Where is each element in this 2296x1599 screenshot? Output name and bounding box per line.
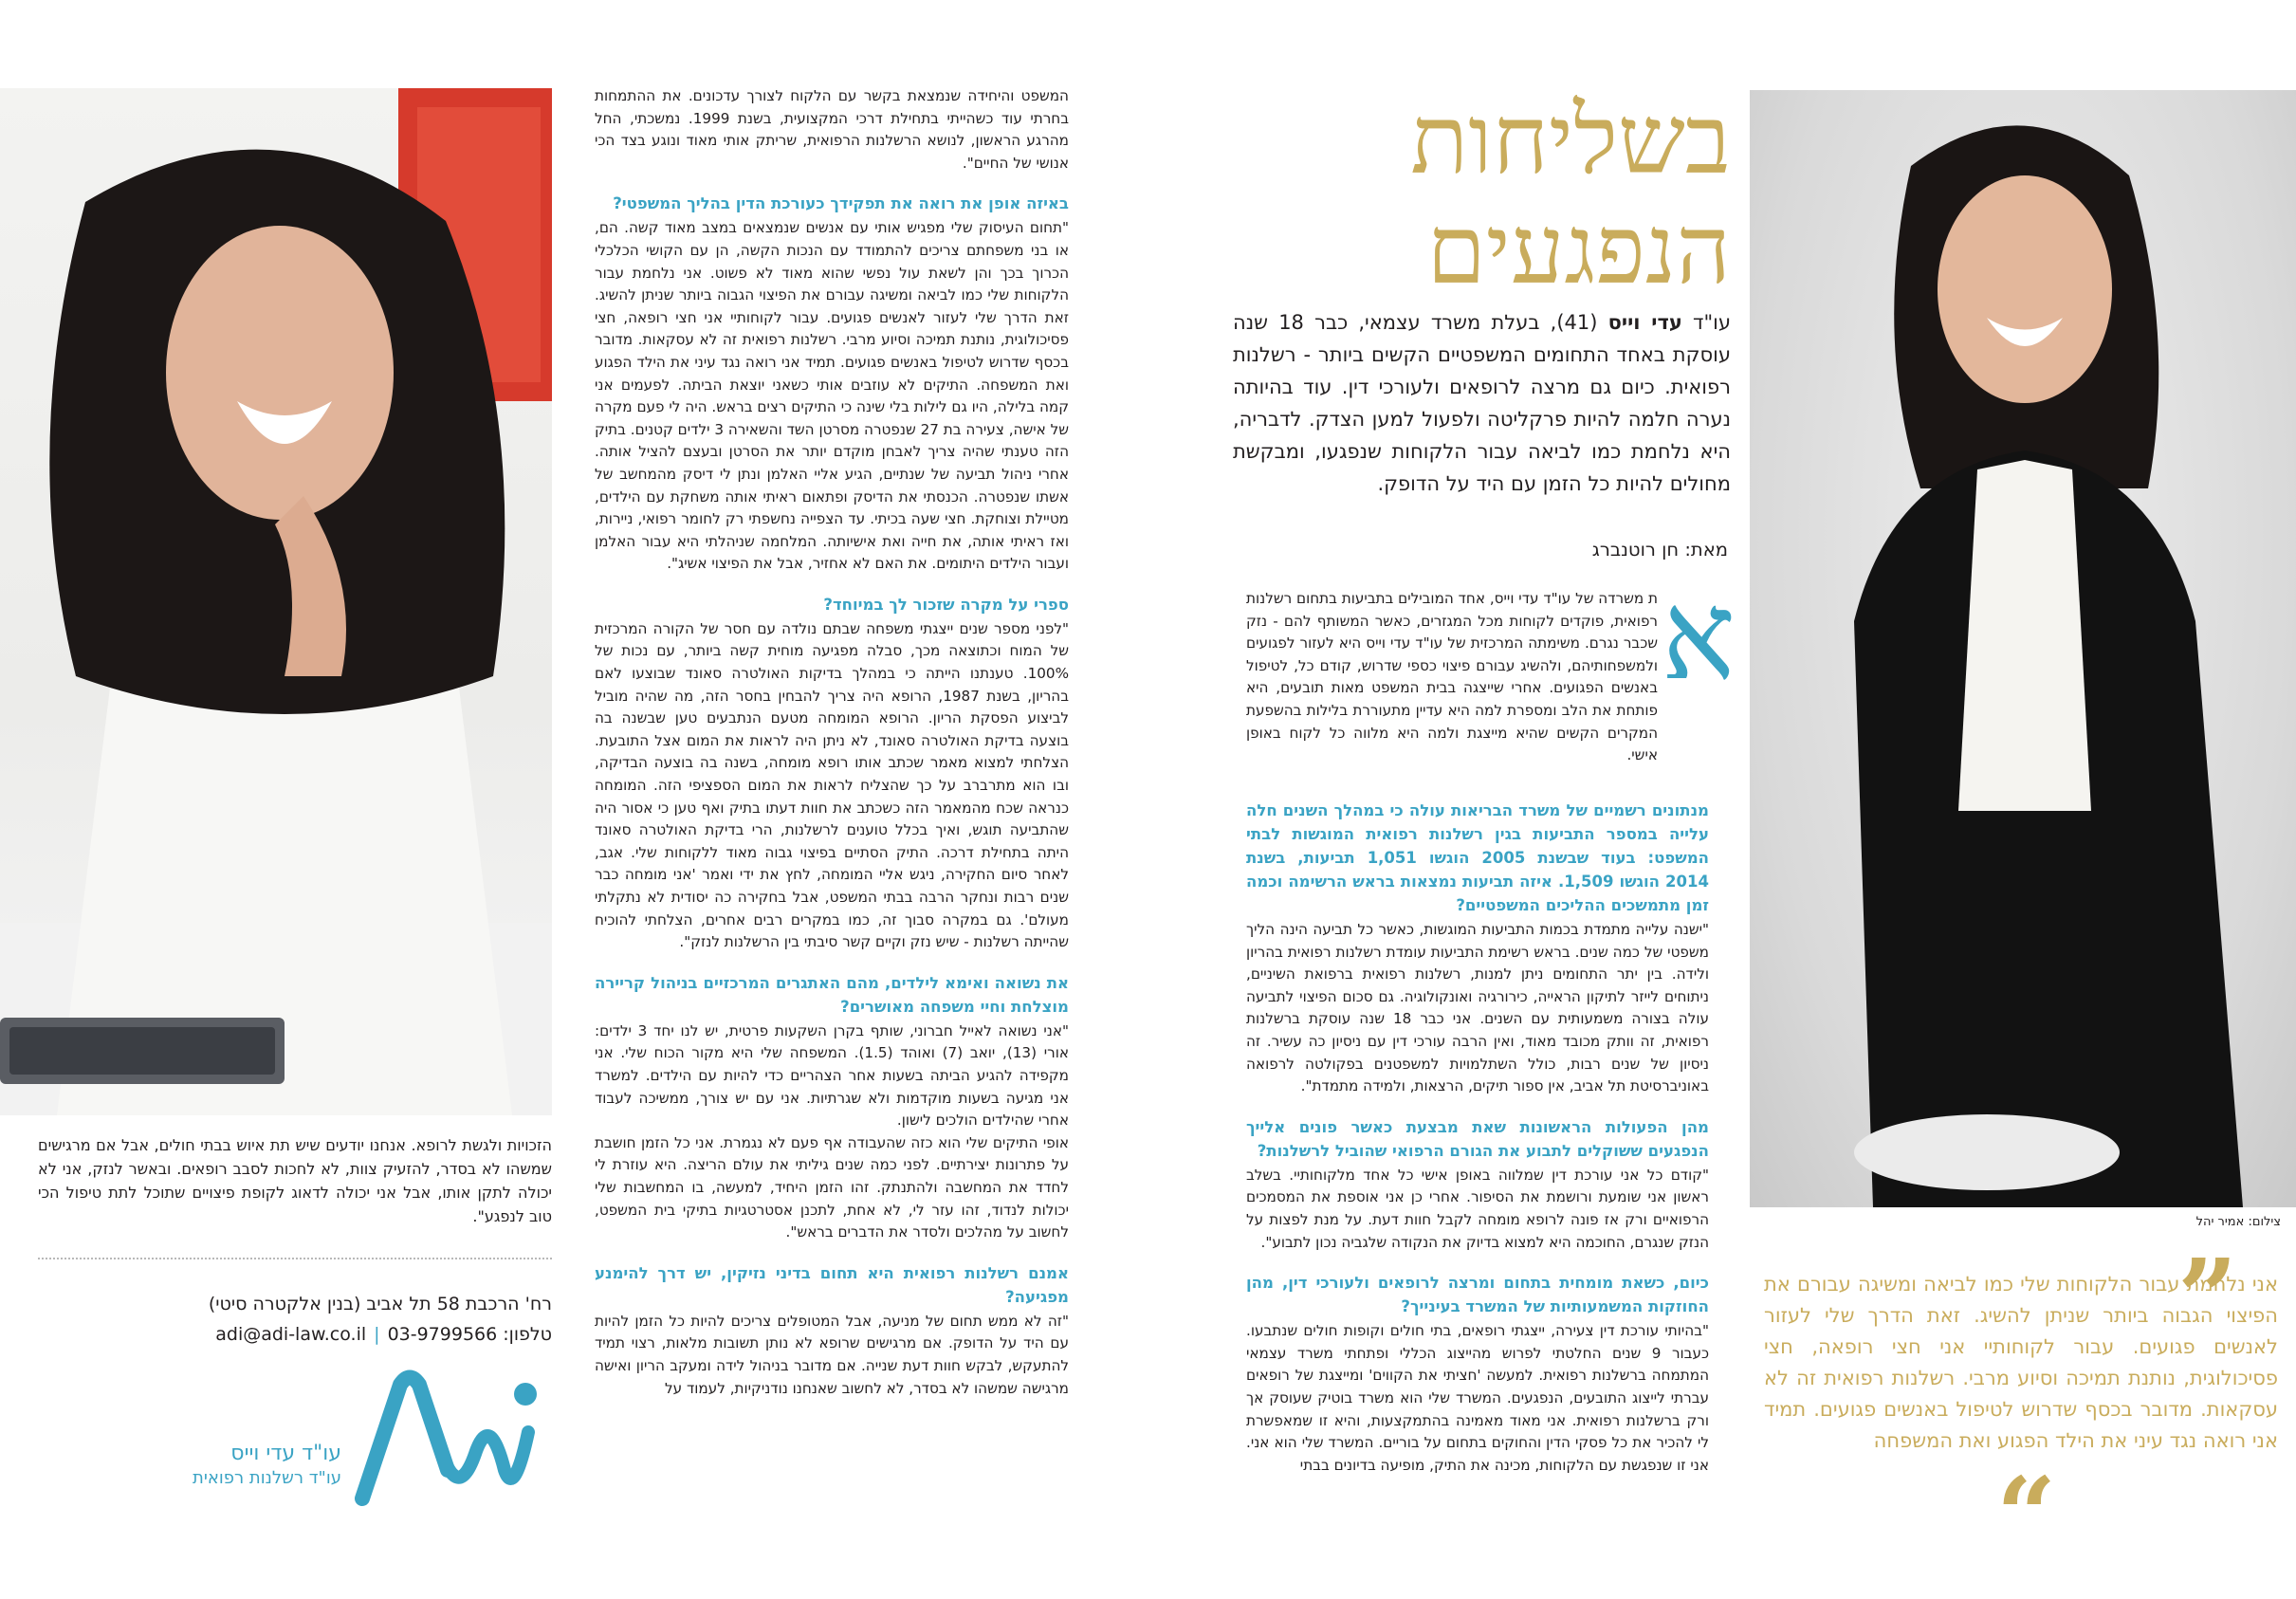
closing-paragraph: הזכויות ולגשת לרופא. אנחנו יודעים שיש תת איוש בבתי חולים, אבל אם מרגישים שמשהו לא בסדר, להזעיק צוות, לא לחכות לסבב רופאים. ובאשר לנזק, אני לא יכולה לתקן אותו, אבל אני יכולה לדאוג לקופת פיצויים שתוכל לתת טיפול הכי טוב לנפגע".	[38, 1136, 552, 1225]
quote-open-mark: ”	[2177, 1236, 2238, 1358]
byline: מאת: חן רוטנברג	[1591, 539, 1728, 561]
mid-answer-3a: "אני נשואה לאייל חברוני, שותף בקרן השקעות פרטית, יש לנו יחד 3 ילדים: אורי (13), יואב (7) ואוהד (1.5). המשפחה שלי היא מקור הכוח שלי. אני מקפידה להגיע הביתה בשעות אחר הצהריים כדי להיות עם הילדים. למשרד אני מגיעה בשעות מוקדמות ולא שגרתיות. אני עם יש צורך, ממשיכה לעבוד אחרי שהילדים הולכים לישון.	[595, 1021, 1069, 1130]
mid-answer-3b: אופי התיקים שלי הוא כזה שהעבודה אף פעם לא נגמרת. אני כל הזמן חושבת על פתרונות יצירתיים. לפני כמה שנים גיליתי את עולם הריצה. היא עוזרת לי לחדד את המחשבה ולהתנתק. זהו הזמן היחיד, למעשה, בו המחשבות שלי יכולות לנדוד, זהו עזר לי, לא אחת, לתכנן אסטרטגיות בתיקי בית המשפט, לחשוב על מהלכים ולסדר את הדברים בראש".	[595, 1133, 1069, 1241]
intro-paragraph	[1233, 306, 1731, 500]
opening-paragraph: ת משרדה של עו"ד עדי וייס, אחד המובילים בתביעות בתחום רשלנות רפואית, פוקדים לקוחות מכל המגזרים, כאשר המשותף להם - נזק שכבר נגרם. משימתה המרכזית של עו"ד עדי וייס היא לעזור לפגועים ולמשפחותיהם, ולהשיג עבורם פיצוי כספי שדרוש, קודם כל, לטיפול באנשים הפגועים. אחרי שייצגה בבית המשפט מאות תובעים, היא פותחת את הלב ומספרת למה היא עדיין מתעוררת בלילות בהשפעת המקרים הקשים שהיא מייצגת ולמה היא מלווה כל לקוח באופן אישי.	[1246, 590, 1658, 764]
answer-1: "ישנה עלייה מתמדת בכמות התביעות המוגשות, כאשר כל תביעה הינה הליך משפטי של כמה שנים. בראש רשימת התביעות עומדת רשלנות רפואית בהריון ולידה. בין יתר התחומים ניתן למנות, רשלנות רפואית ברפואת השיניים, ניתוחים לייזר לתיקון הראייה, כירורגיה ואונקולוגיה. גם סכום הפיצוי לתביעה עולה בצורה משמעותית עם השנים. אני כבר 18 שנה עוסקת ברשלנות רפואית, זה וותק מכובד מאוד, ואין הרבה עורכי דין עם ניסיון כה עשיר. זה ניסיון של שנים רבות, כולל השתלמויות למשפטנים בפקולטה לרפואה באוניברסיטת תל אביב, אין ספור תיקים, הרצאות, ולמידה מתמדת".	[1246, 921, 1710, 1095]
mid-question-4: אמנם רשלנות רפואית היא תחום בדיני נזיקין, יש דרך להימנע מפגיעה?	[595, 1263, 1069, 1306]
photo-credit: צילום: אמיר יהל	[2195, 1215, 2281, 1229]
contact-address: רח' הרכבת 58 תל אביב (בנין אלקטרה סיטי)	[208, 1294, 552, 1314]
page-title	[1233, 85, 1731, 305]
portrait-photo-right	[1750, 90, 2296, 1207]
question-3: כיום, כשאת מומחית בתחום ומרצה לרופאים ולעורכי דין, מהן החוזקות המשמעותיות של המשרד בעינייך?	[1246, 1274, 1709, 1316]
answer-3: "בהיותי עורכת דין צעירה, ייצגתי רופאים, בתי חולים וקופות חולים שנתבעו. כעבור 9 שנים החלטתי לפרוש מהייצוג הכללי ופתחתי משרד עצמאי המתמחה ברשלנות רפואית. למעשה 'חציתי את הקווים' ומייצגת של רופאים עברתי לייצוג התובעים, הנפגעים. המשרד שלי הוא משרד בוטיק שעוסק אך ורק ברשלנות רפואית. אני מאוד מאמינה בהתמקצעות, והיא זו שמאפשרת לי להכיר את כל פסקי הדין והחוקים בתחום על בוריים. המשרד שלי הוא אני. אני זו שנפגשת עם הלקוחות, מכינה את התיק, מופיעה בדיונים בבתי	[1246, 1322, 1709, 1474]
mid-question-2: ספרי על מקרה שזכור לך במיוחד?	[823, 595, 1069, 614]
main-column	[1246, 799, 1709, 1477]
mid-question-1: באיזה אופן את רואה את תפקידך כעורכת הדין בהליך המשפטי?	[613, 194, 1069, 213]
portrait-photo-left-illustration	[0, 88, 552, 1115]
quote-close-mark: “	[1996, 1454, 2057, 1576]
pull-quote: אני נלחמת עבור הלקוחות שלי כמו לביאה ומשיגה עבורם את הפיצוי הגבוה ביותר שניתן להשיג. זאת הדרך שלי לעזור לאנשים פגועים. עבור לקוחותיי אני חצי רופאה, חצי פסיכולוגית, נותנת תמיכה וסיוע מרבי. רשלנות רפואית זה לא עסקאות. מדובר בכסף שדרוש לטיפול באנשים פגועים. תמיד אני רואה נגד עיני את הילד הפגוע ואת המשפחה	[1764, 1273, 2278, 1452]
dotted-divider	[38, 1258, 552, 1259]
middle-column	[595, 85, 1069, 1400]
portrait-photo-left	[0, 88, 552, 1115]
mid-answer-1: "תחום העיסוק שלי מפגיש אותי עם אנשים שנמצאים במצב מאוד קשה. הם, או בני משפחתם צריכים להתמודד עם הנכות הקשה, הן עם הקושי הכלכלי הכרוך בכך והן לשאת עול נפשי שהוא מאוד לא פשוט. אני נלחמת עבור הלקוחות שלי כמו לביאה ומשיגה עבורם את הפיצוי הגבוה ביותר שניתן להשיג. זאת הדרך שלי לעזור לאנשים פגועים. עבור לקוחותיי אני חצי רופאה, חצי פסיכולוגית, נותנת תמיכה וסיוע מרבי. רשלנות רפואית זה לא עסקאות. מדובר בכסף שדרוש לטיפול באנשים פגועים. תמיד אני רואה נגד עיני את הילד הפגוע ואת המשפחה. התיקים לא עוזבים אותי כשאני יוצאת הביתה. לפעמים אני קמה בלילה, היו גם לילות בלי שינה כי התיקים רצים בראש. היה לי פעם מקרה של אישה, צעירה בת 27 שנפטרה מסרטן השד והשאירה 3 ילדים קטנים. בתיק הזה טענתי שהיה צריך לאבחן מוקדם יותר את הסרטן ובעצם להציל אותה. אחרי ניהול תביעה של שנתיים, הגיע אליי האלמן ונתן לי דיסק מהמחשב של אשתו שנפטרה. הכנסתי את הדיסק ופתאום ראיתי אותה משחקת עם הילדים, מטיילת וצוחקת. חצי שעה בכיתי. עד הצפייה נחשפתי רק לחומר רפואי, ניירות, ואז ראיתי אותה, את חייה ואת אישיותה. המלחמה שניהלתי היא עבור האלמן ועבור הילדים היתומים. את האם לא אחזיר, אבל את הפיצוי אשיג".	[595, 219, 1070, 573]
contact-phone: טלפון: 03-9799566	[387, 1324, 552, 1345]
question-1: מנתונים רשמיים של משרד הבריאות עולה כי במהלך השנים חלה עלייה במספר התביעות בגין רשלנות רפואית המוגשות לבתי המשפט: בעוד שבשנת 2005 הוגשו 1,051 תביעות, בשנת 2014 הוגשו 1,509. איזה תביעות נמצאות בראש הרשימה וכמה זמן מתמשכים ההליכים המשפטיים?	[1246, 801, 1709, 914]
mid-answer-2: "לפני מספר שנים ייצגתי משפחה שבתם נולדה עם חסר של הקורה המרכזית של המוח וכתוצאה מכך, סבלה מפגיעה מוחית קשה ביותר, עם נכות של 100%. טענתנו הייתה כי במהלך בדיקות האולטרה סאונד שבוצעו לאם בהריון, בשנת 1987, הרופא היה צריך להבחין בחסר הזה, מה שהיה מוביל לביצוע הפסקת הריון. הרופא המומחה מטעם הנתבעים טען שבשנה בה בוצעה בדיקת האולטרה סאונד, לא ניתן היה לראות את המום אצל התובעת. הצלחתי למצוא מאמר שכתב אותו רופא מומחה, בשנה בה בוצעה הבדיקה, ובו הוא מתרברב על כך שהצליח לראות את המום הספציפי הזה. המומחה כנראה שכח מהמאמר הזה כשכתב את חוות דעתו בתיק ואף טען כי אסור היה שהתביעה תוגש, ואיך בכלל טוענים לרשלנות, הרי בדיקת האולטרה סאונד היתה בתחילת דרכה. התיק הסתיים בפיצוי גבוה מאוד ללקוחות שלי. אגב, לאחר סיום החקירה, ניגש אליי המומחה, לחץ את ידי ואמר 'אני מומחה כבר שנים רבות ונחקר הרבה בבתי המשפט, אבל בחקירה כה יסודית לא נתקלתי מעולם'. גם במקרה סבוך זה, כמו במקרים רבים אחרים, הצלחתי להוכיח שהייתה רשלנות - שיש נזק וקיים קשר סיבתי בין הרשלנות לנזק".	[595, 619, 1069, 951]
title-line-1: בשליחות	[1410, 84, 1731, 195]
portrait-photo-right-illustration	[1750, 90, 2296, 1207]
mid-paragraph-1: המשפט והיחידה שנמצאת בקשר עם הלקוח לצורך עדכונים. את ההתמחות בחרתי עוד כשהייתי בתחילת דרכי המקצועית, בשנת 1999. נמשכתי, החל מהרגע הראשון, לנושא הרשלנות הרפואית, שריתק אותי מאוד ונוגע בצד הכי אנושי של החיים".	[595, 87, 1069, 172]
logo-name: עו"ד עדי וייס	[230, 1442, 341, 1465]
logo-tagline: עו"ד רשלנות רפואית	[193, 1468, 341, 1488]
mid-answer-4: "זה לא ממש תחום של מניעה, אבל המטופלים צריכים להיות כל הזמן להיות עם היד על הדופק. אם מרגישים שרופא לא נותן תשובות מלאות, רצוי תמיד להתעקש, לבקש חוות דעת שנייה. אם מדובר בניהול לידה ומעקב הריון ואישה מרגישה שמשהו לא בסדר, לא לחשוב שאנחנו נודניקיות, לעמוד על	[595, 1312, 1069, 1397]
mid-question-3: את נשואה ואימא לילדים, מהם האתגרים המרכזיים בניהול קריירה מוצלחת וחיי משפחה מאושרים?	[595, 973, 1069, 1016]
question-2: מהן הפעולות הראשונות שאת מבצעת כאשר פונים אלייך הנפגעים ששוקלים לתבוע את הגורם הרפואי שהוביל לרשלנות?	[1246, 1117, 1709, 1160]
title-line-2: הנפגעים	[1426, 194, 1731, 305]
answer-2: "קודם כל אני עורכת דין שמלווה באופן אישי כל אחד מלקוחותיי. בשלב ראשון אני שומעת ורושמת את הסיפור. אחרי כן אני אוספת את המסמכים הרפואיים ורק אז פונה לרופא מומחה לקבל חוות דעת. על מנת לפצות על הנזק שנגרם, החוכמה היא למצוא בדיוק את הנקודה שלגביה נכון לתבוע".	[1246, 1166, 1709, 1251]
aw-logo-icon	[353, 1366, 542, 1508]
contact-email[interactable]: adi@adi-law.co.il	[215, 1324, 367, 1345]
contact-line	[38, 1324, 552, 1345]
intro-prefix: עו"ד	[1681, 311, 1731, 334]
intro-name: עדי וייס	[1607, 311, 1682, 334]
intro-rest: (41), בעלת משרד עצמאי, כבר 18 שנה עוסקת באחד התחומים המשפטיים הקשים ביותר - רשלנות רפואית. כיום גם מרצה לרופאים ולעורכי דין. עוד בהיותה נערה חלמה להיות פרקליטה ולפעול למען הצדק. לדבריה, היא נלחמת כמו לביאה עבור הלקוחות שנפגעו, ומבקשת מחולים להיות כל הזמן עם היד על הדופק.	[1233, 311, 1731, 495]
drop-cap: א	[1662, 563, 1736, 708]
contact-separator: |	[374, 1324, 380, 1345]
